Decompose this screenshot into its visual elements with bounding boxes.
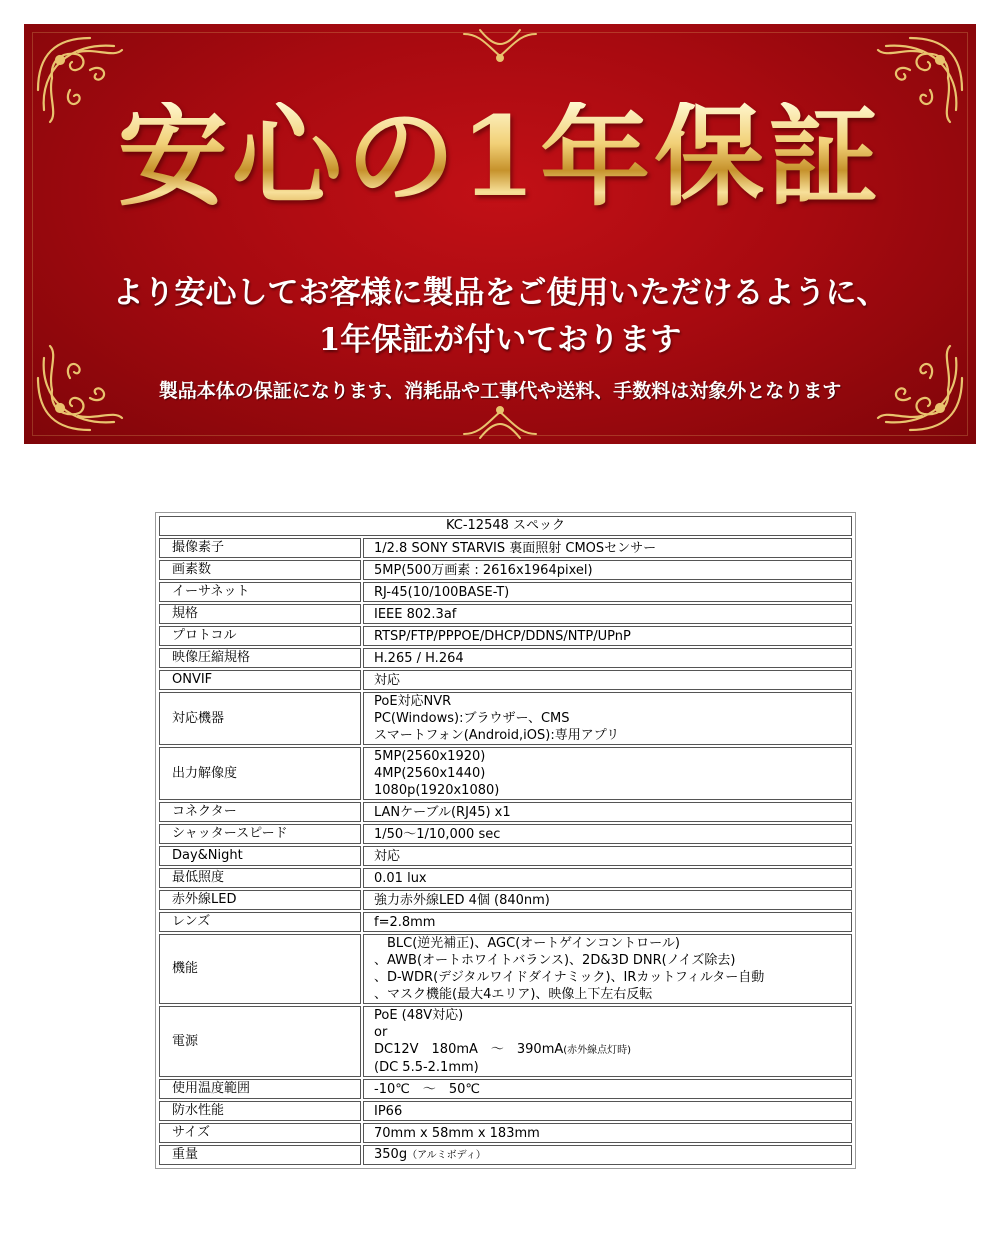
spec-value-text: 強力赤外線LED 4個 (840nm) xyxy=(374,892,550,908)
spec-row xyxy=(159,692,852,745)
spec-value-text: f=2.8mm xyxy=(374,914,436,930)
spec-value-text: 4MP(2560x1440) xyxy=(374,766,486,781)
spec-row xyxy=(159,626,852,646)
spec-row xyxy=(159,868,852,888)
spec-value-text: 5MP(2560x1920) xyxy=(374,749,486,764)
spec-table-header: KC-12548 スペック xyxy=(159,516,852,536)
spec-row xyxy=(159,846,852,866)
spec-label: サイズ xyxy=(159,1123,361,1143)
spec-value xyxy=(363,868,852,888)
spec-value-line xyxy=(374,870,851,887)
spec-value-line xyxy=(374,606,851,623)
spec-value-text: 0.01 lux xyxy=(374,870,427,886)
spec-value xyxy=(363,802,852,822)
spec-value-line xyxy=(374,826,851,843)
spec-value-line xyxy=(374,1024,851,1041)
spec-value-line xyxy=(374,914,851,931)
spec-value-line xyxy=(374,1059,851,1076)
spec-row xyxy=(159,604,852,624)
spec-row xyxy=(159,1145,852,1165)
spec-value-text: 1/2.8 SONY STARVIS 裏面照射 CMOSセンサー xyxy=(374,540,657,556)
spec-value xyxy=(363,1006,852,1077)
spec-value-line xyxy=(374,935,851,952)
spec-value-line xyxy=(374,1103,851,1120)
spec-value-text: 1/50～1/10,000 sec xyxy=(374,826,501,842)
spec-label: 防水性能 xyxy=(159,1101,361,1121)
spec-label: 出力解像度 xyxy=(159,747,361,800)
spec-value-line xyxy=(374,562,851,579)
spec-table xyxy=(157,514,854,1167)
spec-value-line xyxy=(374,1146,851,1164)
spec-label: 使用温度範囲 xyxy=(159,1079,361,1099)
center-ornament-icon xyxy=(460,26,540,64)
spec-label: 赤外線LED xyxy=(159,890,361,910)
spec-label: コネクター xyxy=(159,802,361,822)
spec-value-line xyxy=(374,1007,851,1024)
spec-row xyxy=(159,1123,852,1143)
spec-value-text: LANケーブル(RJ45) x1 xyxy=(374,804,511,820)
spec-value-text: 70mm x 58mm x 183mm xyxy=(374,1125,540,1141)
spec-value-text: 、AWB(オートホワイトバランス)、2D&3D DNR(ノイズ除去) xyxy=(374,953,736,968)
spec-row xyxy=(159,824,852,844)
spec-label: 規格 xyxy=(159,604,361,624)
spec-value-text: PoE (48V対応) xyxy=(374,1008,464,1023)
spec-value-note: (赤外線点灯時) xyxy=(563,1045,632,1056)
spec-value xyxy=(363,648,852,668)
spec-value-line xyxy=(374,540,851,557)
spec-table-container xyxy=(155,512,856,1169)
spec-value-text: (DC 5.5-2.1mm) xyxy=(374,1060,479,1075)
spec-row xyxy=(159,1006,852,1077)
spec-header-row xyxy=(159,516,852,536)
spec-label: 映像圧縮規格 xyxy=(159,648,361,668)
spec-value-line xyxy=(374,748,851,765)
spec-value-text: -10℃ ～ 50℃ xyxy=(374,1081,480,1097)
spec-value-line xyxy=(374,848,851,865)
spec-value-text: 5MP(500万画素 : 2616x1964pixel) xyxy=(374,562,593,578)
spec-value-text: PC(Windows):ブラウザー、CMS xyxy=(374,711,570,726)
spec-row xyxy=(159,648,852,668)
spec-value xyxy=(363,582,852,602)
spec-value-text: IP66 xyxy=(374,1103,403,1119)
spec-value xyxy=(363,1123,852,1143)
spec-label: ONVIF xyxy=(159,670,361,690)
banner-note: 製品本体の保証になります、消耗品や工事代や送料、手数料は対象外となります xyxy=(158,380,842,402)
spec-value xyxy=(363,890,852,910)
spec-value-text: BLC(逆光補正)、AGC(オートゲインコントロール) xyxy=(374,936,680,951)
spec-value-text: 、D-WDR(デジタルワイドダイナミック)、IRカットフィルター自動 xyxy=(374,970,765,985)
spec-value-line xyxy=(374,782,851,799)
spec-row xyxy=(159,560,852,580)
spec-value-line xyxy=(374,628,851,645)
spec-value xyxy=(363,670,852,690)
spec-value-line xyxy=(374,986,851,1003)
spec-value-line xyxy=(374,804,851,821)
spec-label: 画素数 xyxy=(159,560,361,580)
spec-row xyxy=(159,912,852,932)
spec-value-text: PoE対応NVR xyxy=(374,694,452,709)
spec-row xyxy=(159,802,852,822)
spec-value-text: RJ-45(10/100BASE-T) xyxy=(374,584,510,600)
spec-value xyxy=(363,846,852,866)
spec-label: Day&Night xyxy=(159,846,361,866)
spec-value-text: スマートフォン(Android,iOS):専用アプリ xyxy=(374,728,620,743)
spec-value-line xyxy=(374,672,851,689)
spec-row xyxy=(159,670,852,690)
spec-row xyxy=(159,1101,852,1121)
spec-label: シャッタースピード xyxy=(159,824,361,844)
spec-label: 重量 xyxy=(159,1145,361,1165)
warranty-banner xyxy=(24,24,976,444)
spec-label: イーサネット xyxy=(159,582,361,602)
spec-value-text: RTSP/FTP/PPPOE/DHCP/DDNS/NTP/UPnP xyxy=(374,628,631,644)
spec-value-note: （アルミボディ） xyxy=(407,1150,486,1161)
spec-value-line xyxy=(374,892,851,909)
spec-value xyxy=(363,692,852,745)
spec-value-line xyxy=(374,765,851,782)
spec-row xyxy=(159,747,852,800)
spec-label: プロトコル xyxy=(159,626,361,646)
spec-row xyxy=(159,1079,852,1099)
spec-value-line xyxy=(374,1125,851,1142)
spec-value-text: IEEE 802.3af xyxy=(374,606,457,622)
banner-subtitle-line1: より安心してお客様に製品をご使用いただけるように、 xyxy=(112,275,888,311)
spec-value-line xyxy=(374,969,851,986)
center-ornament-icon xyxy=(460,404,540,442)
spec-label: 機能 xyxy=(159,934,361,1004)
spec-label: 対応機器 xyxy=(159,692,361,745)
spec-value-text: 350g xyxy=(374,1147,408,1162)
spec-value-line xyxy=(374,584,851,601)
spec-value-text: 対応 xyxy=(374,848,401,864)
spec-row xyxy=(159,582,852,602)
spec-value-line xyxy=(374,1041,851,1059)
spec-label: 最低照度 xyxy=(159,868,361,888)
spec-value-text: 対応 xyxy=(374,672,401,688)
spec-value xyxy=(363,1101,852,1121)
spec-value-text: H.265 / H.264 xyxy=(374,650,464,666)
spec-value xyxy=(363,747,852,800)
banner-subtitle-line2: 1年保証が付いております xyxy=(318,322,682,358)
spec-value xyxy=(363,934,852,1004)
banner-title: 安心の1年保証 xyxy=(24,102,976,212)
spec-row xyxy=(159,890,852,910)
spec-row xyxy=(159,538,852,558)
spec-value xyxy=(363,912,852,932)
spec-value xyxy=(363,538,852,558)
spec-value-line xyxy=(374,1081,851,1098)
spec-value xyxy=(363,560,852,580)
spec-label: 撮像素子 xyxy=(159,538,361,558)
spec-value-text: DC12V 180mA ～ 390mA xyxy=(374,1042,564,1057)
spec-value-text: 1080p(1920x1080) xyxy=(374,783,500,798)
spec-value-line xyxy=(374,952,851,969)
spec-value xyxy=(363,824,852,844)
spec-label: レンズ xyxy=(159,912,361,932)
spec-value xyxy=(363,604,852,624)
spec-label: 電源 xyxy=(159,1006,361,1077)
spec-value xyxy=(363,1079,852,1099)
spec-value-line xyxy=(374,650,851,667)
spec-value-text: or xyxy=(374,1025,388,1040)
spec-value xyxy=(363,1145,852,1165)
spec-value-line xyxy=(374,727,851,744)
spec-row xyxy=(159,934,852,1004)
spec-value-line xyxy=(374,693,851,710)
spec-value-text: 、マスク機能(最大4エリア)、映像上下左右反転 xyxy=(374,987,653,1002)
spec-value-line xyxy=(374,710,851,727)
spec-value xyxy=(363,626,852,646)
